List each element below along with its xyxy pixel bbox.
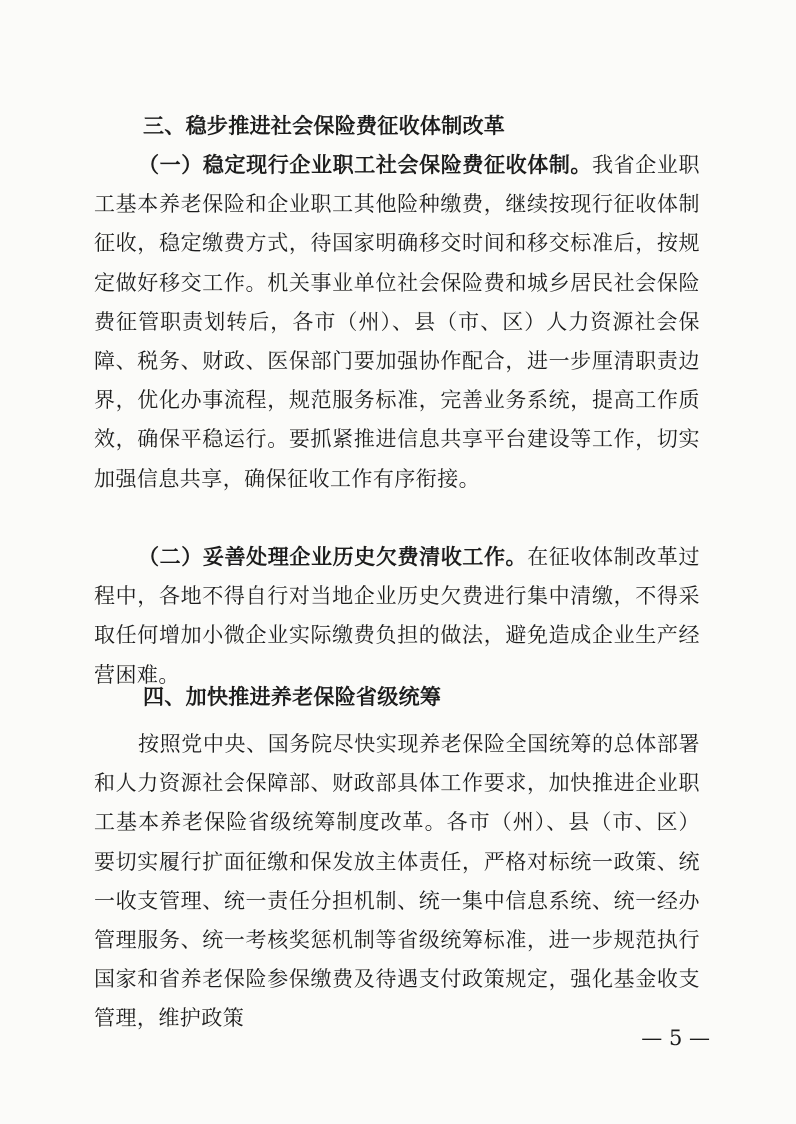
section-3-item-1-body: 我省企业职工基本养老保险和企业职工其他险种缴费，继续按现行征收体制征收，稳定缴费方式，待国家明确移交时间和移交标准后，按规定做好移交工作。机关事业单位社会保险费和城乡居民社会保险费征管职责划转后，各市（州）、县（市、区）人力资源社会保障、税务、财政、医保部门要加强协作配合，进一步厘清职责边界，优化办事流程，规范服务标准，完善业务系统，提高工作质效，确保平稳运行。要抓紧推进信息共享平台建设等工作，切实加强信息共享，确保征收工作有序衔接。 [94,153,700,491]
section-3-item-1-paragraph [94,146,700,499]
section-4-heading: 四、加快推进养老保险省级统筹 [143,685,442,709]
section-3-item-1-lead: （一）稳定现行企业职工社会保险费征收体制。 [138,153,593,177]
section-3-item-2-paragraph [94,538,700,695]
page-number: — 5 — [641,1026,710,1050]
section-3-item-2-body: 在征收体制改革过程中，各地不得自行对当地企业历史欠费进行集中清缴，不得采取任何增加小微企业实际缴费负担的做法，避免造成企业生产经营困难。 [94,545,700,687]
section-4-body-paragraph: 按照党中央、国务院尽快实现养老保险全国统筹的总体部署和人力资源社会保障部、财政部具体工作要求，加快推进企业职工基本养老保险省级统筹制度改革。各市（州）、县（市、区）要切实履行扩面征缴和保发放主体责任，严格对标统一政策、统一收支管理、统一责任分担机制、统一集中信息系统、统一经办管理服务、统一考核奖惩机制等省级统筹标准，进一步规范执行国家和省养老保险参保缴费及待遇支付政策规定，强化基金收支管理，维护政策 [94,732,700,1031]
section-3-item-2-lead: （二）妥善处理企业历史欠费清收工作。 [138,545,528,569]
section-3-heading: 三、稳步推进社会保险费征收体制改革 [143,114,506,138]
